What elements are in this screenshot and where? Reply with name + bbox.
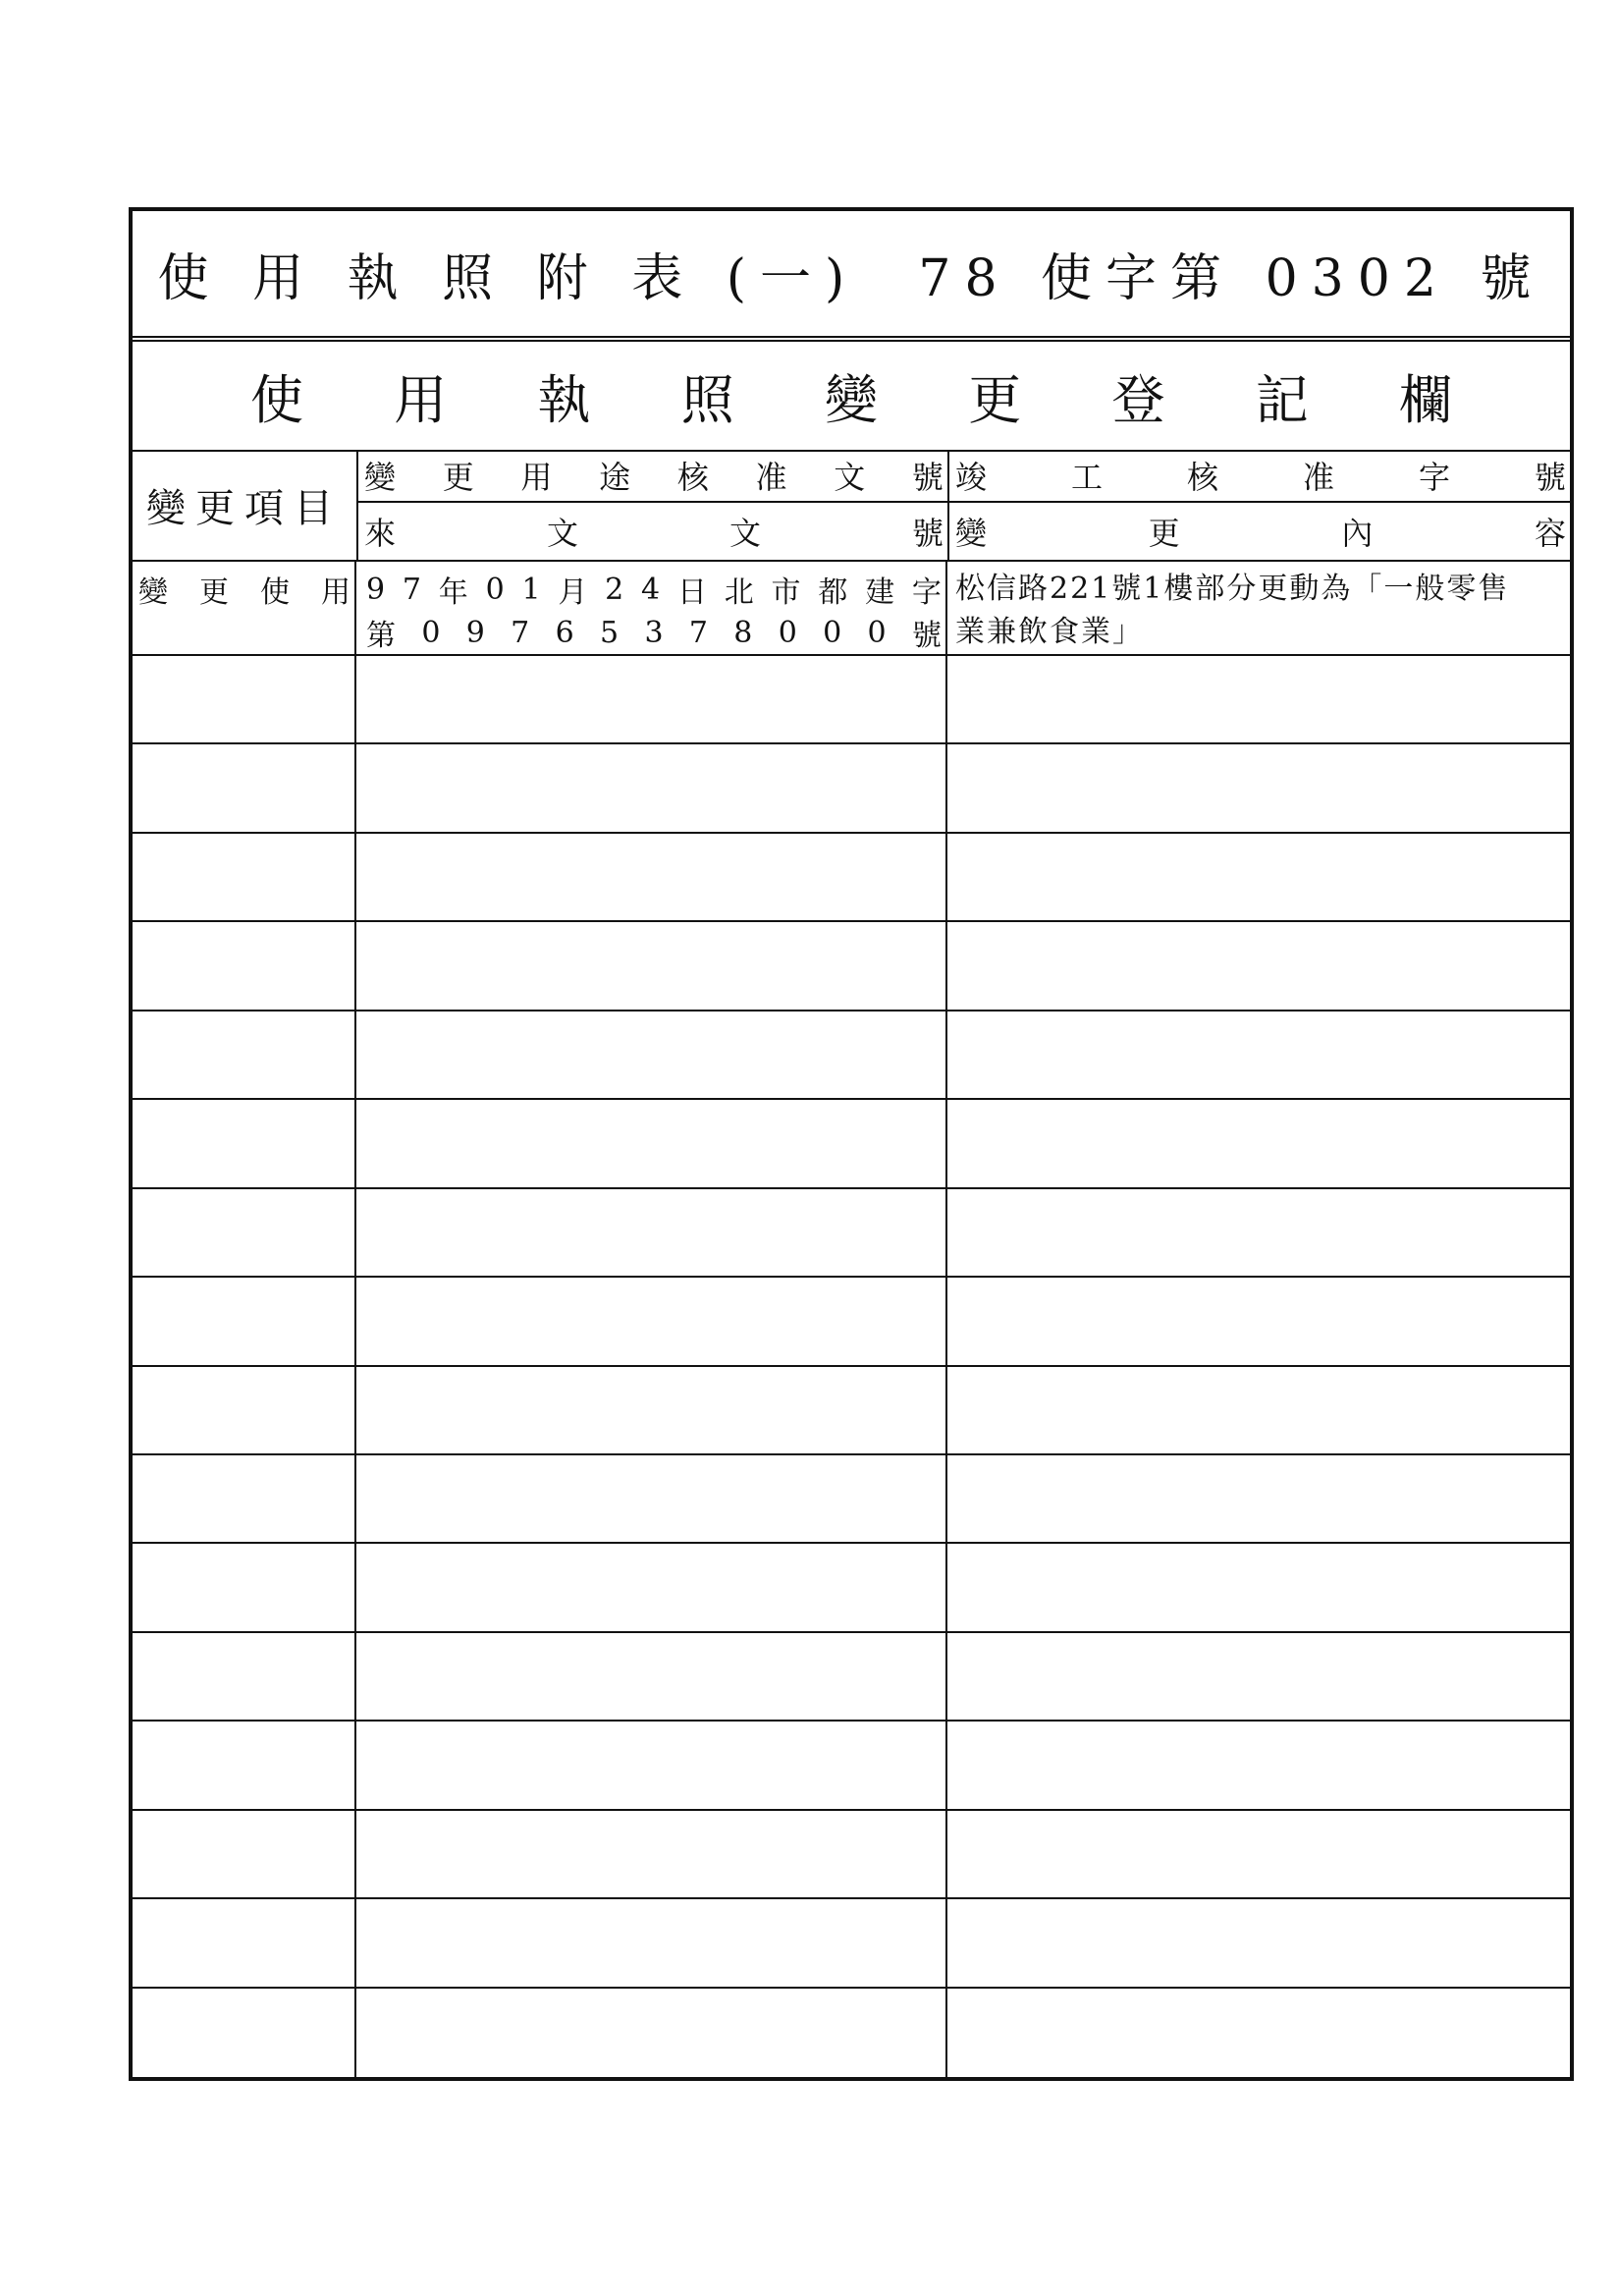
empty-cell xyxy=(949,1899,1570,1986)
empty-cell xyxy=(949,656,1570,742)
header-completion-approval-number: 竣 工 核 准 字 號 xyxy=(949,450,1570,503)
empty-cell xyxy=(358,834,947,920)
empty-cell xyxy=(358,1633,947,1720)
empty-cell xyxy=(133,1455,356,1542)
empty-cell xyxy=(133,1544,356,1630)
header-change-content: 變 更 內 容 xyxy=(955,515,1566,552)
empty-cell xyxy=(949,1633,1570,1720)
empty-cell xyxy=(133,1989,356,2077)
table-row xyxy=(133,834,1570,922)
empty-cell xyxy=(133,656,356,742)
table-row xyxy=(133,1278,1570,1366)
empty-cell xyxy=(133,744,356,831)
entry-content-line-1: 松信路221號1樓部分更動為「一般零售 xyxy=(955,572,1510,606)
table-row xyxy=(133,1989,1570,2077)
empty-cell xyxy=(949,1722,1570,1808)
header-incoming-document-number: 來 文 文 號 xyxy=(364,515,944,552)
table-row xyxy=(133,1100,1570,1188)
use-permit-form xyxy=(129,207,1574,2081)
header-approval-column xyxy=(358,450,949,560)
header-change-item: 變更項目 xyxy=(133,450,358,560)
empty-cell xyxy=(133,1811,356,1897)
empty-cell xyxy=(949,1455,1570,1542)
table-row xyxy=(133,1011,1570,1100)
empty-cell xyxy=(949,1811,1570,1897)
empty-cell xyxy=(133,1722,356,1808)
empty-cell xyxy=(358,922,947,1009)
register-title: 使 用 執 照 變 更 登 記 欄 xyxy=(250,368,1452,431)
entry-change-item: 變 更 使 用 xyxy=(133,562,356,654)
empty-cell xyxy=(949,1278,1570,1364)
empty-cell xyxy=(133,1367,356,1453)
header-approval-number: 變 更 用 途 核 准 文 號 xyxy=(358,450,947,503)
empty-cell xyxy=(133,922,356,1009)
empty-cell xyxy=(358,1989,947,2077)
table-body xyxy=(133,562,1570,2077)
header-content-column xyxy=(949,450,1570,560)
table-row xyxy=(133,1899,1570,1988)
empty-cell xyxy=(949,1367,1570,1453)
form-title-row xyxy=(133,211,1570,338)
table-row xyxy=(133,1189,1570,1278)
empty-cell xyxy=(358,1722,947,1808)
empty-cell xyxy=(949,1100,1570,1186)
empty-cell xyxy=(949,922,1570,1009)
table-row xyxy=(133,744,1570,833)
entry-approval-number xyxy=(358,562,947,654)
table-row xyxy=(133,1455,1570,1544)
empty-cell xyxy=(949,1189,1570,1276)
empty-cell xyxy=(358,656,947,742)
table-row xyxy=(133,1811,1570,1899)
empty-cell xyxy=(949,1989,1570,2077)
empty-cell xyxy=(358,1367,947,1453)
empty-cell xyxy=(358,1011,947,1098)
empty-cell xyxy=(358,1455,947,1542)
entry-approval-line-1: 9 7 年 0 1 月 2 4 日 北 市 都 建 字 xyxy=(366,572,942,610)
empty-cell xyxy=(358,1278,947,1364)
empty-cell xyxy=(949,834,1570,920)
table-row xyxy=(133,922,1570,1011)
empty-cell xyxy=(358,1811,947,1897)
table-row xyxy=(133,656,1570,744)
empty-cell xyxy=(358,1899,947,1986)
entry-change-content xyxy=(949,562,1570,654)
empty-cell xyxy=(358,1544,947,1630)
table-row xyxy=(133,562,1570,656)
table-row xyxy=(133,1633,1570,1722)
empty-cell xyxy=(133,1011,356,1098)
empty-cell xyxy=(133,1899,356,1986)
empty-cell xyxy=(133,1100,356,1186)
empty-cell xyxy=(133,1278,356,1364)
entry-content-line-2: 業兼飲食業」 xyxy=(955,615,1144,649)
empty-cell xyxy=(949,1544,1570,1630)
table-row xyxy=(133,1722,1570,1810)
empty-cell xyxy=(358,1189,947,1276)
table-header xyxy=(133,450,1570,562)
table-row xyxy=(133,1367,1570,1455)
form-title: 使 用 執 照 附 表 (一) 78 使字第 0302 號 xyxy=(157,249,1545,308)
empty-cell xyxy=(133,834,356,920)
empty-cell xyxy=(358,744,947,831)
register-title-row xyxy=(133,340,1570,452)
entry-approval-line-2: 第 0 9 7 6 5 3 7 8 0 0 0 號 xyxy=(366,615,942,653)
empty-cell xyxy=(358,1100,947,1186)
empty-cell xyxy=(949,744,1570,831)
table-row xyxy=(133,1544,1570,1632)
empty-cell xyxy=(133,1189,356,1276)
empty-cell xyxy=(949,1011,1570,1098)
empty-cell xyxy=(133,1633,356,1720)
